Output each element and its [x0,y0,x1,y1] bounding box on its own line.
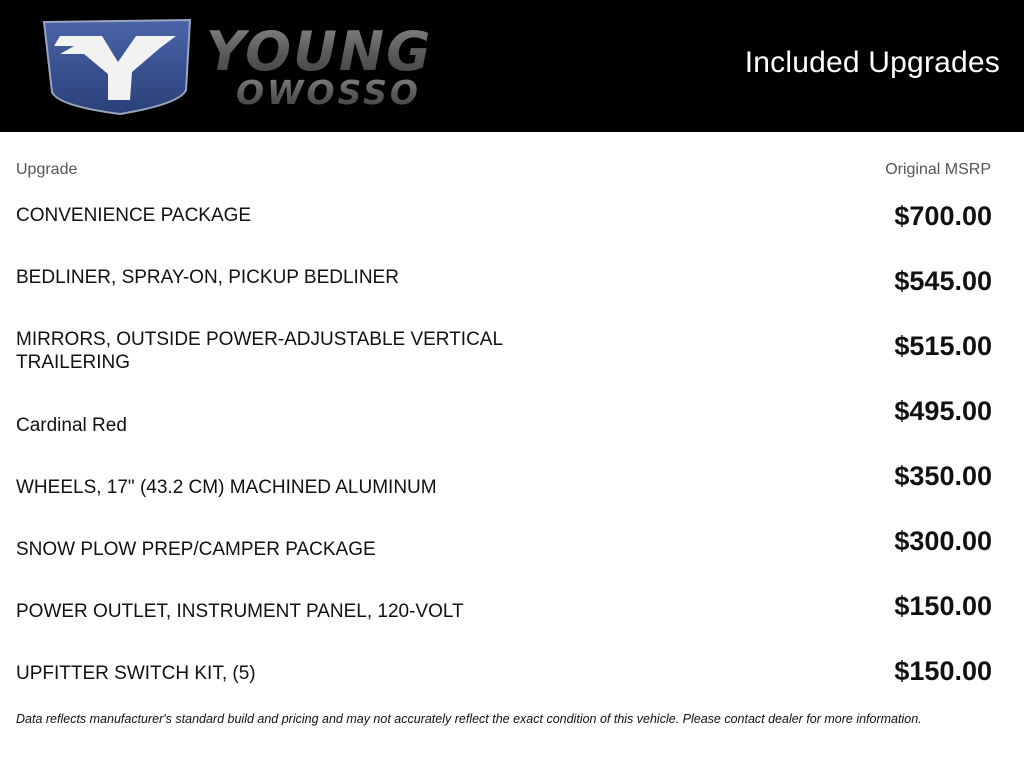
msrp-column-header: Original MSRP [885,161,991,178]
upgrade-row [0,624,1024,686]
upgrade-column-header: Upgrade [16,161,78,178]
disclaimer-note: Data reflects manufacturer's standard build and pricing and may not accurately reflect the exact condition of this vehicle. Please contact dealer for more information. [16,712,922,726]
upgrade-name: SNOW PLOW PREP/CAMPER PACKAGE [16,539,376,560]
upgrade-row [0,562,1024,624]
upgrade-row [0,190,1024,252]
upgrade-name: UPFITTER SWITCH KIT, (5) [16,663,256,684]
upgrade-price: $350.00 [894,461,992,491]
upgrade-row [0,376,1024,438]
upgrade-row [0,500,1024,562]
upgrade-name: MIRRORS, OUTSIDE POWER-ADJUSTABLE VERTICAL TRAILERING [16,329,503,373]
upgrade-price: $150.00 [894,656,992,686]
upgrade-price: $545.00 [894,266,992,296]
upgrade-row [0,252,1024,314]
page-title: Included Upgrades [744,46,1000,79]
upgrade-price: $150.00 [894,591,992,621]
dealer-logo [40,18,510,116]
upgrade-name: BEDLINER, SPRAY-ON, PICKUP BEDLINER [16,267,399,288]
logo-location-text: OWOSSO [236,73,421,112]
upgrade-name: Cardinal Red [16,415,127,436]
upgrade-row [0,314,1024,376]
upgrade-name: CONVENIENCE PACKAGE [16,205,252,226]
upgrade-name: WHEELS, 17" (43.2 CM) MACHINED ALUMINUM [16,477,437,498]
upgrade-name: POWER OUTLET, INSTRUMENT PANEL, 120-VOLT [16,601,464,622]
upgrade-price: $515.00 [894,331,992,361]
upgrade-price: $495.00 [894,396,992,426]
upgrade-price: $700.00 [894,201,992,231]
logo-brand-text: YOUNG [206,20,433,83]
upgrade-row [0,438,1024,500]
upgrade-price: $300.00 [894,526,992,556]
header-banner [0,0,1024,132]
